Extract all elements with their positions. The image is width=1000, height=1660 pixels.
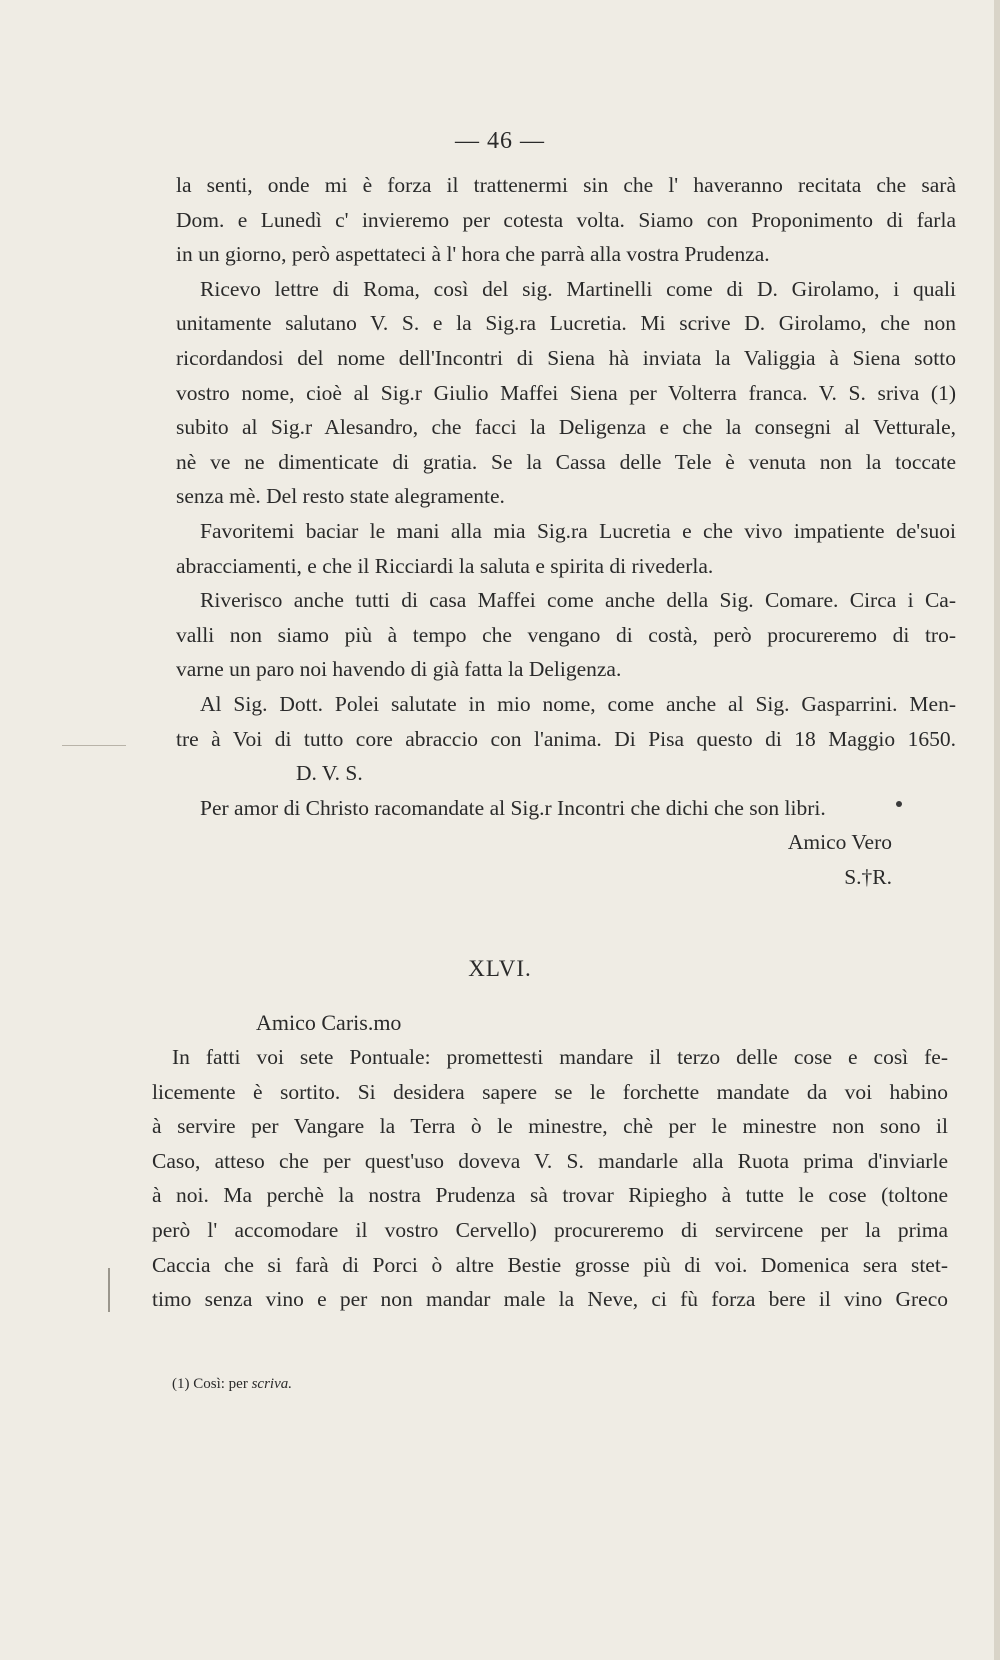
text-line: Caccia che si farà di Porci ò altre Bestie grosse più di voi. Domenica sera stet- [152,1252,948,1277]
footnote-number: (1) [172,1376,190,1392]
text-line: licemente è sortito. Si desidera sapere se le forchette mandate da voi habino [152,1079,948,1104]
text-line: ricordandosi del nome dell'Incontri di Siena hà inviata la Valiggia à Siena sotto [176,345,956,370]
letter-body [176,168,956,894]
text-line: la senti, onde mi è forza il trattenermi sin che l' haveranno recitata che sarà [176,173,956,197]
signature-initials: S.†R. [844,864,892,889]
text-line: però l' accomodare il vostro Cervello) procureremo di servircene per la prima [152,1217,948,1242]
footnote [172,1376,292,1393]
text-line: timo senza vino e per non mandar male la Neve, ci fù forza bere il vino Greco [152,1287,948,1312]
text-line: Ricevo lettre di Roma, così del sig. Martinelli come di D. Girolamo, i quali [200,276,956,301]
letter-heading: XLVI. [468,956,532,981]
text-line: subito al Sig.r Alesandro, che facci la Deligenza e che la consegni al Vetturale, [176,415,956,440]
text-line: In fatti voi sete Pontuale: promettesti mandare il terzo delle cose e così fe- [172,1045,948,1069]
text-line: Riverisco anche tutti di casa Maffei come anche della Sig. Comare. Circa i Ca- [200,588,956,613]
closing-formula: D. V. S. [296,761,363,786]
page-edge [994,0,1000,1660]
text-line: à noi. Ma perchè la nostra Prudenza sà trovar Ripiegho à tutte le cose (toltone [152,1183,948,1208]
text-line: tre à Voi di tutto core abraccio con l'anima. Di Pisa questo di 18 Maggio 1650. [176,726,956,751]
page-number: — 46 — [455,128,545,154]
text-line: Al Sig. Dott. Polei salutate in mio nome, come anche al Sig. Gasparrini. Men- [200,691,956,716]
text-line: in un giorno, però aspettateci à l' hora che parrà alla vostra Prudenza. [176,242,770,267]
margin-bracket [108,1268,110,1312]
ink-dot [896,801,902,807]
text-line: valli non siamo più à tempo che vengano di costà, però procureremo di tro- [176,622,956,647]
footnote-label: Così: per [193,1376,248,1392]
text-line: unitamente salutano V. S. e la Sig.ra Lucretia. Mi scrive D. Girolamo, che non [176,311,956,336]
text-line: senza mè. Del resto state alegramente. [176,484,505,509]
text-line: varne un paro noi havendo di già fatta la Deligenza. [176,657,622,682]
salutation: Amico Caris.mo [256,1010,402,1035]
postscript: Per amor di Christo racomandate al Sig.r Incontri che dichi che son libri. [200,795,826,820]
signature-line: Amico Vero [787,830,892,855]
letter2-body [152,1040,948,1317]
text-line: Caso, atteso che per quest'uso doveva V. S. mandarle alla Ruota prima d'inviarle [152,1148,948,1173]
margin-rule [62,745,126,746]
text-line: abracciamenti, e che il Ricciardi la saluta e spirita di rivederla. [176,553,714,578]
text-line: Favoritemi baciar le mani alla mia Sig.ra Lucretia e che vivo impatiente de'suoi [200,518,956,543]
text-line: vostro nome, cioè al Sig.r Giulio Maffei Siena per Volterra franca. V. S. sriva (1) [176,380,956,405]
text-line: à servire per Vangare la Terra ò le minestre, chè per le minestre non sono il [152,1114,948,1139]
text-line: Dom. e Lunedì c' invieremo per cotesta volta. Siamo con Proponimento di farla [176,207,956,232]
text-line: nè ve ne dimenticate di gratia. Se la Cassa delle Tele è venuta non la toccate [176,449,956,474]
footnote-word: scriva. [251,1376,293,1392]
